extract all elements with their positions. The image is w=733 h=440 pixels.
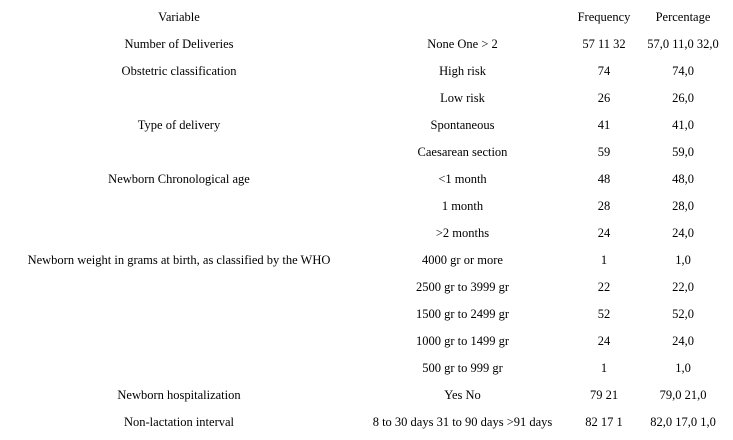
table-row xyxy=(0,301,733,328)
table-header-row xyxy=(0,4,733,31)
cell-category: 1 month xyxy=(441,199,484,213)
cell-category: >2 months xyxy=(435,226,490,240)
table-row xyxy=(0,328,733,355)
header-frequency: Frequency xyxy=(577,10,631,24)
cell-frequency: 1 xyxy=(600,361,608,375)
data-table xyxy=(0,4,733,436)
cell-category: 1500 gr to 2499 gr xyxy=(415,307,510,321)
cell-percentage: 82,0 17,0 1,0 xyxy=(650,415,716,429)
cell-percentage: 57,0 11,0 32,0 xyxy=(647,37,719,51)
table-row xyxy=(0,112,733,139)
cell-frequency: 24 xyxy=(597,334,611,348)
cell-frequency: 24 xyxy=(597,226,611,240)
cell-percentage: 74,0 xyxy=(672,64,694,78)
cell-variable: Non-lactation interval xyxy=(123,415,235,429)
cell-percentage: 41,0 xyxy=(672,118,694,132)
cell-variable: Newborn weight in grams at birth, as classified by the WHO xyxy=(27,253,331,267)
cell-percentage: 1,0 xyxy=(675,361,691,375)
cell-variable: Newborn hospitalization xyxy=(117,388,241,402)
cell-percentage: 79,0 21,0 xyxy=(659,388,707,402)
table-row xyxy=(0,220,733,247)
cell-variable: Type of delivery xyxy=(137,118,221,132)
table-row xyxy=(0,31,733,58)
cell-frequency: 82 17 1 xyxy=(585,415,623,429)
cell-percentage: 24,0 xyxy=(672,334,694,348)
cell-frequency: 79 21 xyxy=(589,388,619,402)
table-row xyxy=(0,58,733,85)
cell-frequency: 59 xyxy=(597,145,611,159)
cell-frequency: 48 xyxy=(597,172,611,186)
cell-percentage: 24,0 xyxy=(672,226,694,240)
cell-percentage: 1,0 xyxy=(675,253,691,267)
cell-variable: Number of Deliveries xyxy=(124,37,234,51)
cell-frequency: 1 xyxy=(600,253,608,267)
table-row xyxy=(0,193,733,220)
table-row xyxy=(0,409,733,436)
cell-category: 2500 gr to 3999 gr xyxy=(415,280,510,294)
table-row xyxy=(0,247,733,274)
cell-frequency: 57 11 32 xyxy=(582,37,626,51)
table-row xyxy=(0,85,733,112)
cell-category: Yes No xyxy=(444,388,481,402)
cell-percentage: 48,0 xyxy=(672,172,694,186)
cell-variable: Newborn Chronological age xyxy=(108,172,250,186)
cell-category: 4000 gr or more xyxy=(422,253,503,267)
cell-frequency: 26 xyxy=(597,91,611,105)
cell-frequency: 41 xyxy=(597,118,611,132)
cell-percentage: 22,0 xyxy=(672,280,694,294)
cell-frequency: 74 xyxy=(597,64,611,78)
cell-category: 1000 gr to 1499 gr xyxy=(415,334,510,348)
cell-category: 8 to 30 days 31 to 90 days >91 days xyxy=(372,415,553,429)
cell-frequency: 28 xyxy=(597,199,611,213)
cell-percentage: 59,0 xyxy=(672,145,694,159)
cell-percentage: 26,0 xyxy=(672,91,694,105)
table-row xyxy=(0,382,733,409)
header-variable: Variable xyxy=(158,10,200,24)
cell-category: High risk xyxy=(439,64,486,78)
cell-percentage: 52,0 xyxy=(672,307,694,321)
cell-frequency: 52 xyxy=(597,307,611,321)
cell-frequency: 22 xyxy=(597,280,611,294)
table-row xyxy=(0,355,733,382)
table-row xyxy=(0,274,733,301)
cell-category: Spontaneous xyxy=(430,118,495,132)
cell-variable: Obstetric classification xyxy=(121,64,237,78)
table-row xyxy=(0,139,733,166)
cell-category: Caesarean section xyxy=(417,145,508,159)
cell-category: <1 month xyxy=(438,172,487,186)
cell-category: Low risk xyxy=(440,91,485,105)
header-percentage: Percentage xyxy=(655,10,711,24)
cell-category: 500 gr to 999 gr xyxy=(422,361,503,375)
cell-percentage: 28,0 xyxy=(672,199,694,213)
cell-category: None One > 2 xyxy=(427,37,498,51)
table-row xyxy=(0,166,733,193)
